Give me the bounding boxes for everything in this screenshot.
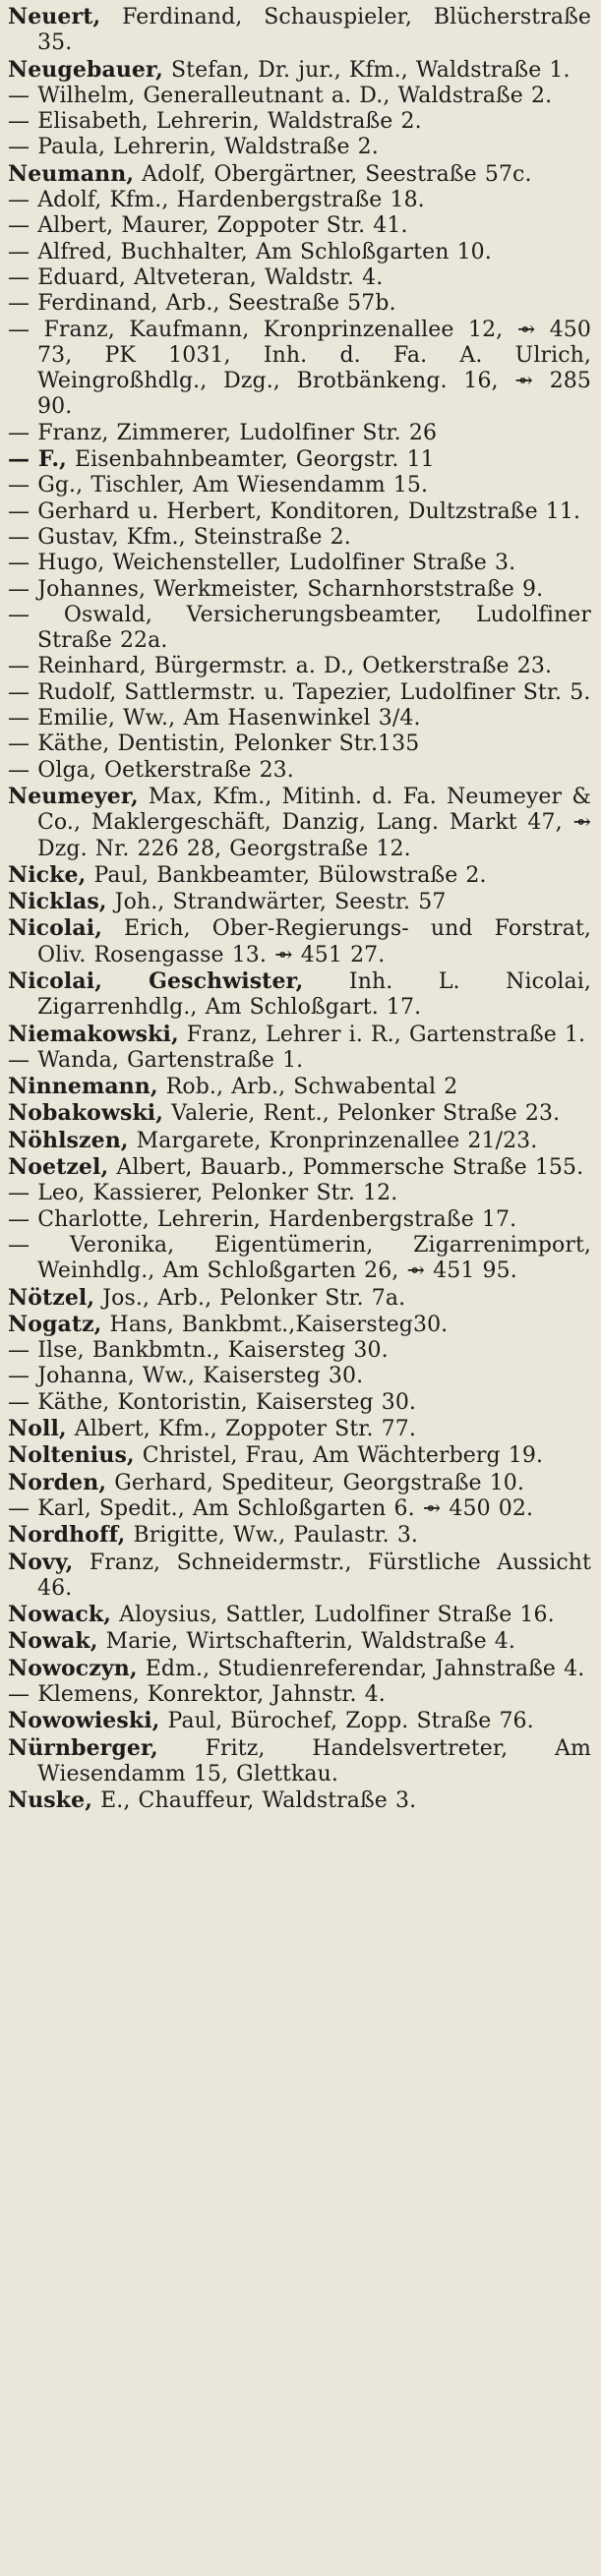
- directory-entry: [8, 1312, 591, 1338]
- entry-surname: Ninnemann,: [8, 1074, 158, 1100]
- entry-details: — Leo, Kassierer, Pelonker Str. 12.: [8, 1181, 398, 1206]
- entry-surname: Nobakowski,: [8, 1100, 164, 1127]
- directory-entry: [8, 1048, 591, 1074]
- directory-entry: [8, 968, 591, 1022]
- directory-entry: [8, 135, 591, 160]
- directory-entry: [8, 1074, 591, 1100]
- entry-details: — Johannes, Werkmeister, Scharnhorststraße 9.: [8, 576, 544, 602]
- directory-entry: [8, 1550, 591, 1603]
- entry-details: — Käthe, Dentistin, Pelonker Str.135: [8, 732, 420, 757]
- directory-entry: [8, 1602, 591, 1628]
- entry-details: — Franz, Kaufmann, Kronprinzenallee 12, ⇴ 450 73, PK 1031, Inh. d. Fa. A. Ulrich, Weingroßhdlg., Dzg., Brotbänkeng. 16, ⇴ 285 90.: [8, 317, 591, 420]
- entry-details: Stefan, Dr. jur., Kfm., Waldstraße 1.: [162, 57, 571, 83]
- directory-entry: [8, 1390, 591, 1416]
- directory-entry: [8, 1470, 591, 1496]
- directory-entry: [8, 680, 591, 706]
- entry-surname: Nötzel,: [8, 1284, 95, 1311]
- entry-surname: Neumann,: [8, 160, 135, 187]
- directory-entry: [8, 784, 591, 862]
- entry-surname: — F.,: [8, 446, 67, 473]
- entry-surname: Niemakowski,: [8, 1021, 179, 1047]
- entry-surname: Nuske,: [8, 1787, 92, 1814]
- directory-entry: [8, 240, 591, 265]
- directory-entry: [8, 1708, 591, 1734]
- entry-surname: Nowak,: [8, 1628, 98, 1655]
- entry-details: — Karl, Spedit., Am Schloßgarten 6. ⇴ 450 02.: [8, 1495, 534, 1521]
- directory-entry: [8, 1735, 591, 1788]
- directory-entry: [8, 732, 591, 757]
- entry-details: — Eduard, Altveteran, Waldstr. 4.: [8, 264, 384, 290]
- entry-details: Gerhard, Spediteur, Georgstraße 10.: [106, 1470, 524, 1495]
- entry-details: — Wilhelm, Generalleutnant a. D., Waldstraße 2.: [8, 83, 553, 108]
- entry-details: — Alfred, Buchhalter, Am Schloßgarten 10.: [8, 239, 492, 264]
- entry-details: — Emilie, Ww., Am Hasenwinkel 3/4.: [8, 706, 421, 732]
- directory-entry: [8, 1100, 591, 1127]
- entry-surname: Noltenius,: [8, 1442, 135, 1469]
- entry-surname: Nowack,: [8, 1602, 111, 1628]
- entry-details: — Käthe, Kontoristin, Kaisersteg 30.: [8, 1389, 417, 1415]
- entry-details: Joh., Strandwärter, Seestr. 57: [106, 890, 447, 915]
- directory-entry: [8, 1628, 591, 1655]
- directory-entry: [8, 654, 591, 679]
- entry-details: Aloysius, Sattler, Ludolfiner Straße 16.: [110, 1603, 555, 1628]
- entry-surname: Nicolai,: [8, 915, 102, 942]
- directory-entry: [8, 1522, 591, 1549]
- entry-surname: Neugebauer,: [8, 56, 163, 83]
- entry-surname: Neumeyer,: [8, 783, 139, 809]
- directory-entry: [8, 473, 591, 498]
- directory-entry: [8, 446, 591, 473]
- entry-details: Albert, Kfm., Zoppoter Str. 77.: [66, 1417, 416, 1442]
- directory-entry: [8, 1656, 591, 1682]
- entry-details: — Johanna, Ww., Kaisersteg 30.: [8, 1364, 364, 1389]
- entry-surname: Nicke,: [8, 861, 87, 888]
- entry-details: Franz, Lehrer i. R., Gartenstraße 1.: [178, 1022, 586, 1047]
- entry-surname: Noetzel,: [8, 1154, 109, 1181]
- entry-details: Brigitte, Ww., Paulastr. 3.: [125, 1523, 419, 1549]
- entry-details: Max, Kfm., Mitinh. d. Fa. Neumeyer & Co., Maklergeschäft, Danzig, Lang. Markt 47, ⇴ Dzg. Nr. 226 28, Georgstraße 12.: [37, 784, 591, 861]
- entry-details: — Paula, Lehrerin, Waldstraße 2.: [8, 135, 379, 160]
- entry-details: — Rudolf, Sattlermstr. u. Tapezier, Ludolfiner Str. 5.: [8, 679, 591, 705]
- directory-entry: [8, 1416, 591, 1442]
- entry-surname: Norden,: [8, 1469, 107, 1495]
- entry-details: Eisenbahnbeamter, Georgstr. 11: [66, 447, 435, 473]
- entry-details: Adolf, Obergärtner, Seestraße 57c.: [134, 161, 532, 187]
- entry-details: Paul, Bankbeamter, Bülowstraße 2.: [86, 862, 487, 888]
- entry-details: Rob., Arb., Schwabental 2: [157, 1075, 458, 1100]
- entry-details: Erich, Ober-Regierungs- und Forstrat, Oliv. Rosengasse 13. ⇴ 451 27.: [37, 916, 591, 967]
- entry-surname: Nowoczyn,: [8, 1655, 138, 1681]
- entry-details: Fritz, Handelsvertreter, Am Wiesendamm 15, Glettkau.: [37, 1735, 591, 1786]
- directory-entry: [8, 1154, 591, 1181]
- directory-entry: [8, 499, 591, 525]
- entry-details: Franz, Schneidermstr., Fürstliche Aussicht 46.: [37, 1550, 591, 1601]
- directory-entry: [8, 1181, 591, 1206]
- entry-details: — Wanda, Gartenstraße 1.: [8, 1047, 304, 1073]
- directory-entry: [8, 1233, 591, 1285]
- directory-entry: [8, 1787, 591, 1814]
- directory-entry: [8, 1022, 591, 1048]
- directory-entry: [8, 603, 591, 655]
- entry-surname: Neuert,: [8, 4, 101, 29]
- directory-entry: [8, 265, 591, 291]
- entry-details: Edm., Studienreferendar, Jahnstraße 4.: [137, 1656, 585, 1681]
- directory-entries: [8, 4, 591, 1814]
- entry-details: Christel, Frau, Am Wächterberg 19.: [134, 1443, 544, 1469]
- entry-details: Paul, Bürochef, Zopp. Straße 76.: [159, 1709, 534, 1734]
- directory-entry: [8, 421, 591, 446]
- entry-details: — Hugo, Weichensteller, Ludolfiner Straße 3.: [8, 551, 516, 576]
- entry-details: — Adolf, Kfm., Hardenbergstraße 18.: [8, 188, 425, 213]
- entry-details: Marie, Wirtschafterin, Waldstraße 4.: [97, 1629, 516, 1655]
- entry-details: — Gerhard u. Herbert, Konditoren, Dultzstraße 11.: [8, 498, 581, 524]
- directory-entry: [8, 862, 591, 889]
- directory-entry: [8, 188, 591, 213]
- entry-details: — Gustav, Kfm., Steinstraße 2.: [8, 524, 351, 550]
- entry-details: — Franz, Zimmerer, Ludolfiner Str. 26: [8, 420, 438, 445]
- entry-details: — Charlotte, Lehrerin, Hardenbergstraße 17.: [8, 1206, 517, 1232]
- directory-entry: [8, 318, 591, 421]
- entry-details: — Veronika, Eigentümerin, Zigarrenimport, Weinhdlg., Am Schloßgarten 26, ⇴ 451 95.: [8, 1232, 591, 1284]
- directory-entry: [8, 161, 591, 188]
- entry-details: E., Chauffeur, Waldstraße 3.: [92, 1788, 417, 1814]
- directory-entry: [8, 84, 591, 109]
- entry-details: — Oswald, Versicherungsbeamter, Ludolfiner Straße 22a.: [8, 602, 591, 654]
- directory-entry: [8, 525, 591, 551]
- entry-surname: Nicklas,: [8, 889, 107, 915]
- directory-entry: [8, 1128, 591, 1154]
- entry-details: — Ilse, Bankbmtn., Kaisersteg 30.: [8, 1338, 389, 1364]
- entry-surname: Nicolai, Geschwister,: [8, 967, 304, 994]
- entry-surname: Noll,: [8, 1416, 67, 1442]
- directory-entry: [8, 706, 591, 732]
- directory-entry: [8, 291, 591, 317]
- directory-entry: [8, 915, 591, 968]
- entry-details: Albert, Bauarb., Pommersche Straße 155.: [108, 1155, 584, 1181]
- entry-surname: Nowowieski,: [8, 1708, 160, 1734]
- directory-entry: [8, 889, 591, 915]
- entry-details: Hans, Bankbmt.,Kaisersteg30.: [101, 1312, 449, 1337]
- directory-entry: [8, 1338, 591, 1364]
- directory-entry: [8, 577, 591, 603]
- entry-details: Margarete, Kronprinzenallee 21/23.: [128, 1128, 538, 1153]
- directory-entry: [8, 213, 591, 239]
- directory-entry: [8, 1496, 591, 1522]
- entry-details: — Elisabeth, Lehrerin, Waldstraße 2.: [8, 109, 422, 135]
- directory-entry: [8, 551, 591, 576]
- directory-entry: [8, 1207, 591, 1233]
- directory-entry: [8, 1682, 591, 1708]
- entry-details: Jos., Arb., Pelonker Str. 7a.: [94, 1285, 406, 1311]
- entry-details: — Gg., Tischler, Am Wiesendamm 15.: [8, 473, 429, 498]
- directory-entry: [8, 109, 591, 135]
- entry-details: — Klemens, Konrektor, Jahnstr. 4.: [8, 1682, 386, 1707]
- entry-details: Inh. L. Nicolai, Zigarrenhdlg., Am Schloßgart. 17.: [37, 968, 591, 1021]
- directory-entry: [8, 758, 591, 784]
- directory-entry: [8, 57, 591, 84]
- entry-surname: Nordhoff,: [8, 1522, 126, 1549]
- directory-entry: [8, 1285, 591, 1312]
- entry-surname: Nogatz,: [8, 1311, 102, 1337]
- directory-entry: [8, 1364, 591, 1389]
- entry-surname: Nöhlszen,: [8, 1127, 129, 1153]
- entry-details: Ferdinand, Schauspieler, Blücherstraße 35.: [37, 5, 591, 56]
- entry-details: — Ferdinand, Arb., Seestraße 57b.: [8, 291, 396, 317]
- entry-details: — Reinhard, Bürgermstr. a. D., Oetkerstraße 23.: [8, 654, 553, 679]
- entry-surname: Nürnberger,: [8, 1734, 158, 1761]
- entry-details: — Olga, Oetkerstraße 23.: [8, 757, 294, 783]
- entry-details: Valerie, Rent., Pelonker Straße 23.: [163, 1101, 561, 1127]
- entry-surname: Novy,: [8, 1549, 74, 1575]
- directory-entry: [8, 4, 591, 57]
- directory-entry: [8, 1442, 591, 1469]
- entry-details: — Albert, Maurer, Zoppoter Str. 41.: [8, 213, 408, 239]
